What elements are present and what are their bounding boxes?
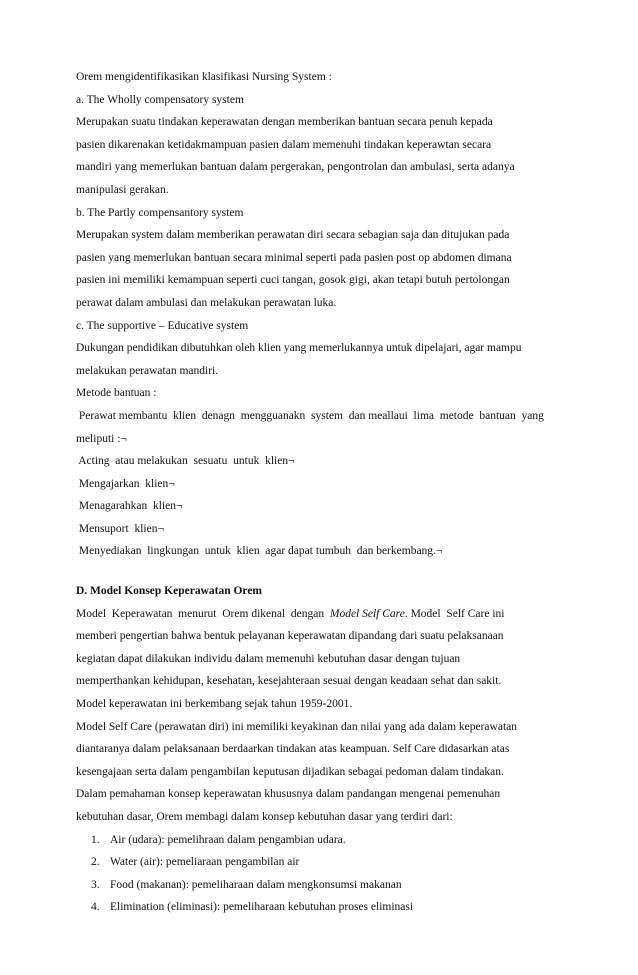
list-number: 3. [91, 878, 100, 891]
text-line: pasien yang memerlukan bantuan secara minimal seperti pada pasien post op abdomen dimana [76, 251, 512, 264]
subheading-partly-compensatory: b. The Partly compensantory system [76, 206, 244, 219]
text-line [76, 603, 566, 626]
method-item: Acting atau melakukan sesuatu untuk klien¬ [76, 455, 295, 468]
text-line: kegiatan dapat dilakukan individu dalam memenuhi kebutuhan dasar dengan tujuan [76, 652, 461, 665]
list-item [76, 829, 566, 852]
method-item: Mengajarkan klien¬ [76, 477, 175, 490]
list-item [76, 851, 566, 874]
text-line: Orem mengidentifikasikan klasifikasi Nursing System : [76, 71, 332, 83]
text-line: meliputi :¬ [76, 432, 127, 445]
list-number: 2. [91, 856, 100, 869]
text-line: Merupakan suatu tindakan keperawatan dengan memberikan bantuan secara penuh kepada [76, 116, 493, 129]
method-item: Menyediakan lingkungan untuk klien agar dapat tumbuh dan berkembang.¬ [76, 545, 443, 558]
text-fragment: Model Keperawatan menurut Orem dikenal dengan [76, 607, 330, 620]
list-text: Water (air): pemeliaraan pengambilan air [110, 856, 300, 869]
subheading-wholly-compensatory: a. The Wholly compensatory system [76, 93, 244, 106]
text-fragment: . Model Self Care ini [404, 607, 505, 620]
text-line: perawat dalam ambulasi dan melakukan perawatan luka. [76, 296, 337, 309]
section-heading: D. Model Konsep Keperawatan Orem [76, 585, 263, 598]
text-line: melakukan perawatan mandiri. [76, 364, 219, 377]
text-line: pasien ini memiliki kemampuan seperti cuci tangan, gosok gigi, akan tetapi butuh pertolongan [76, 274, 510, 287]
list-number: 1. [91, 833, 100, 846]
text-line: Model keperawatan ini berkembang sejak tahun 1959-2001. [76, 698, 353, 711]
document-body [76, 66, 566, 919]
needs-list [76, 829, 566, 919]
text-line: Dukungan pendidikan dibutuhkan oleh klien yang memerlukannya untuk dipelajari, agar mampu [76, 342, 522, 355]
list-text: Food (makanan): pemeliharaan dalam mengkonsumsi makanan [110, 878, 402, 891]
text-line: diantaranya dalam pelaksanaan berdaarkan tindakan atas keampuan. Self Care didasarkan atas [76, 743, 510, 756]
text-line: memberi pengertian bahwa bentuk pelayanan keperawatan dipandang dari suatu pelaksanaan [76, 630, 504, 643]
italic-term: Model Self Care [329, 607, 405, 620]
method-item: Menagarahkan klien¬ [76, 500, 183, 513]
text-line: Model Self Care (perawatan diri) ini memiliki keyakinan dan nilai yang ada dalam keperawatan [76, 720, 517, 733]
list-text: Elimination (eliminasi): pemeliharaan kebutuhan proses eliminasi [110, 901, 414, 914]
subheading-metode-bantuan: Metode bantuan : [76, 387, 157, 400]
text-line: kesengajaan serta dalam pengambilan keputusan dijadikan sebagai pedoman dalam tindakan. [76, 765, 504, 778]
text-line: mandiri yang memerlukan bantuan dalam pergerakan, pengontrolan dan ambulasi, serta adanya [76, 161, 515, 174]
list-item [76, 896, 566, 919]
list-number: 4. [91, 901, 100, 914]
text-line: Perawat membantu klien denagn mengguanakn system dan meallaui lima metode bantuan yang [76, 409, 544, 422]
text-line: Dalam pemahaman konsep keperawatan khususnya dalam pandangan mengenai pemenuhan [76, 788, 501, 801]
text-line: pasien dikarenakan ketidakmampuan pasien dalam memenuhi tindakan keperawtan secara [76, 138, 492, 151]
list-item [76, 874, 566, 897]
text-line: Merupakan system dalam memberikan perawatan diri secara sebagian saja dan ditujukan pada [76, 229, 510, 242]
section-spacer [76, 563, 566, 580]
list-text: Air (udara): pemelihraan dalam pengambian udara. [110, 833, 346, 846]
text-line: memperthankan kehidupan, kesehatan, kesejahteraan sesuai dengan keadaan sehat dan sakit. [76, 675, 502, 688]
text-line: manipulasi gerakan. [76, 183, 169, 196]
subheading-supportive-educative: c. The supportive – Educative system [76, 319, 249, 332]
method-item: Mensuport klien¬ [76, 522, 164, 535]
text-line: kebutuhan dasar, Orem membagi dalam konsep kebutuhan dasar yang terdiri dari: [76, 811, 453, 823]
